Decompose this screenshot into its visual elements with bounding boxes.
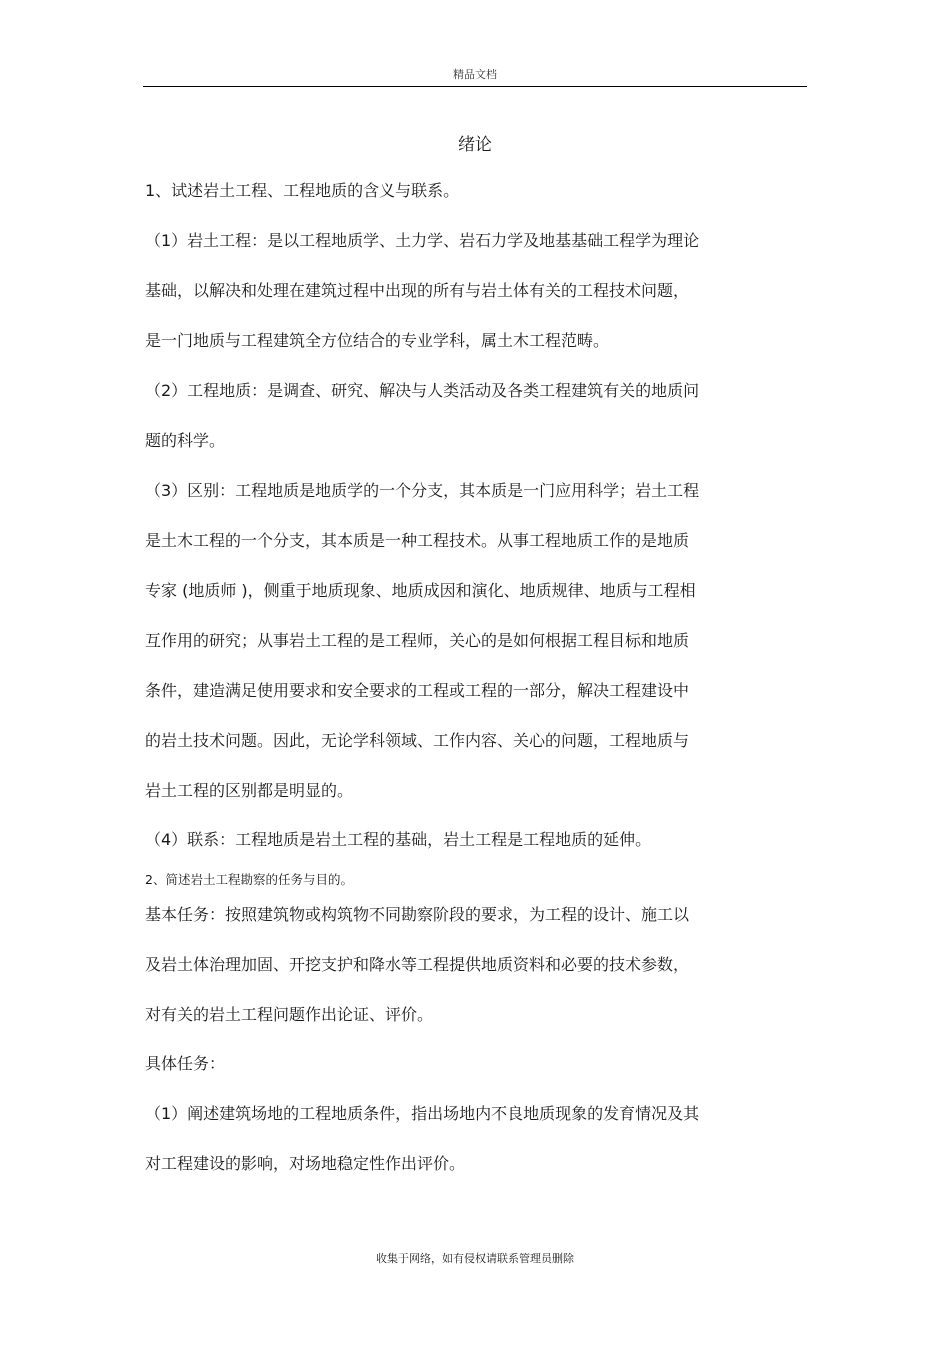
paragraph-line: （2）工程地质：是调查、研究、解决与人类活动及各类工程建筑有关的地质问 <box>145 381 700 400</box>
paragraph-line: 对有关的岩土工程问题作出论证、评价。 <box>145 1005 434 1024</box>
paragraph-line: （3）区别：工程地质是地质学的一个分支，其本质是一门应用科学；岩土工程 <box>145 481 700 500</box>
page-footer: 收集于网络，如有侵权请联系管理员删除 <box>376 1252 574 1265</box>
paragraph-line: （1）阐述建筑场地的工程地质条件，指出场地内不良地质现象的发育情况及其 <box>145 1104 700 1123</box>
paragraph-line: 基本任务：按照建筑物或构筑物不同勘察阶段的要求，为工程的设计、施工以 <box>145 905 690 924</box>
paragraph-line: 基础，以解决和处理在建筑过程中出现的所有与岩土体有关的工程技术问题， <box>145 281 690 300</box>
page-header: 精品文档 <box>453 68 497 81</box>
paragraph-line: 条件，建造满足使用要求和安全要求的工程或工程的一部分，解决工程建设中 <box>145 681 690 700</box>
paragraph-line: 互作用的研究；从事岩土工程的是工程师，关心的是如何根据工程目标和地质 <box>145 631 690 650</box>
paragraph-line: （4）联系：工程地质是岩土工程的基础，岩土工程是工程地质的延伸。 <box>145 830 652 849</box>
question-1-heading: 1、试述岩土工程、工程地质的含义与联系。 <box>145 181 460 200</box>
paragraph-line: 是一门地质与工程建筑全方位结合的专业学科，属土木工程范畴。 <box>145 331 610 350</box>
paragraph-line: 岩土工程的区别都是明显的。 <box>145 781 354 800</box>
paragraph-line: 专家 (地质师 )，侧重于地质现象、地质成因和演化、地质规律、地质与工程相 <box>145 581 696 600</box>
paragraph-line: 对工程建设的影响，对场地稳定性作出评价。 <box>145 1154 466 1173</box>
paragraph-line: 的岩土技术问题。因此，无论学科领域、工作内容、关心的问题，工程地质与 <box>145 731 690 750</box>
page-title: 绪论 <box>458 135 492 155</box>
paragraph-line: 是土木工程的一个分支，其本质是一种工程技术。从事工程地质工作的是地质 <box>145 531 690 550</box>
question-2-heading: 2、简述岩土工程勘察的任务与目的。 <box>145 872 353 887</box>
paragraph-line: 具体任务： <box>145 1054 226 1073</box>
paragraph-line: （1）岩土工程：是以工程地质学、土力学、岩石力学及地基基础工程学为理论 <box>145 231 700 250</box>
header-divider <box>143 86 807 87</box>
paragraph-line: 题的科学。 <box>145 431 226 450</box>
paragraph-line: 及岩土体治理加固、开挖支护和降水等工程提供地质资料和必要的技术参数， <box>145 955 690 974</box>
